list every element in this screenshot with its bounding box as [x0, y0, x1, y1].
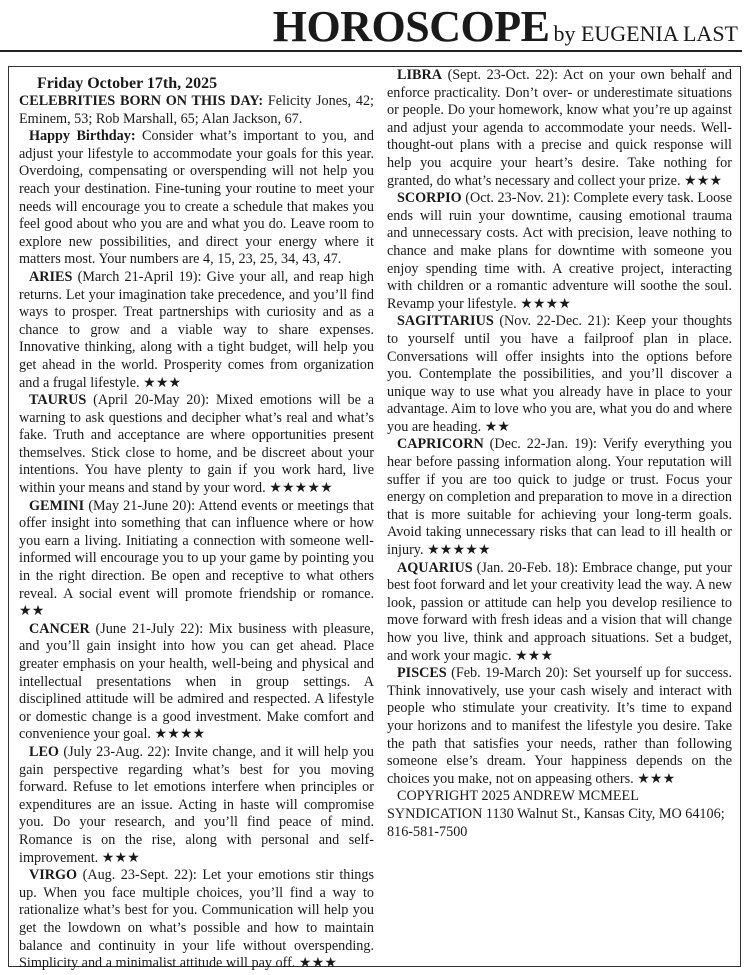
sign-aries [19, 269, 374, 392]
celebrities-text: Felicity Jones, 42; Eminem, 53; Rob Marshall, 65; Alan Jackson, 67. [19, 93, 374, 127]
sign-dates: (Dec. 22-Jan. 19): [489, 436, 597, 453]
sign-text: Invite change, and it will help you gain perspective regarding what’s best for you moving forward. Refuse to let emotions interfere when principles or expenditures are an issue. Acting in haste will compromise you. Do your research, and you’ll find peace of mind. Romance is on the rise, along with personal and self-improvement. [19, 743, 375, 866]
sign-dates: (Feb. 19-March 20): [451, 665, 569, 682]
sign-text: Complete every task. Loose ends will ruin your downtime, causing emotional trauma and unnecessary costs. Act with precision, leave nothing to chance and make plans for downtime with someone you enjoy spending time with. A creative project, interacting with children or a romantic adventure will soothe the soul. Revamp your lifestyle. [387, 190, 732, 312]
date-line: Friday October 17th, 2025 [37, 75, 218, 92]
birthday-label: Happy Birthday: [29, 128, 136, 145]
sign-pisces [387, 665, 732, 788]
sign-name: GEMINI [29, 497, 85, 514]
sign-leo [19, 744, 374, 867]
sign-libra [387, 67, 732, 190]
header-rule [0, 50, 742, 52]
sign-text: Mixed emotions will be a warning to ask questions and decipher what’s real and what’s fake. Truth and acceptance are where opportunities present themselves. Stick close to home, and be discreet about your intentions. You have plenty to gain if you work hard, live within your means and stand by your word. [19, 392, 375, 497]
sign-name: CANCER [29, 620, 90, 637]
sign-aquarius [387, 560, 732, 666]
sign-name: TAURUS [29, 392, 87, 409]
copyright: COPYRIGHT 2025 ANDREW MCMEEL SYNDICATION 1130 Walnut St., Kansas City, MO 64106; 816-581-7500 [387, 788, 725, 840]
sign-dates: (Sept. 23-Oct. 22): [447, 67, 559, 83]
star-rating: ★★ [484, 418, 511, 435]
sign-name: AQUARIUS [397, 559, 473, 576]
star-rating: ★★★ [101, 849, 140, 866]
star-rating: ★★★★ [154, 726, 206, 743]
sign-name: LEO [29, 743, 59, 760]
star-rating: ★★★ [637, 770, 676, 787]
sign-cancer [19, 621, 374, 744]
sign-gemini [19, 498, 374, 621]
sign-text: Act on your own behalf and enforce practicality. Don’t over- or underestimate situations or people. Do your homework, know what you’re up against and adjust your agenda to accommodate your needs. Well-thought-out plans with a precise and quick response will help you acquire your heart’s desire. Take nothing for granted, do what’s necessary and collect your prize. [387, 67, 732, 189]
celebrities-paragraph [19, 93, 374, 128]
sign-dates: (Oct. 23-Nov. 21): [465, 190, 570, 207]
star-rating: ★★★ [515, 647, 554, 664]
star-rating: ★★★★ [520, 295, 572, 312]
celebrities-label: CELEBRITIES BORN ON THIS DAY: [19, 93, 264, 109]
sign-text: Verify everything you hear before passing information along. Your reputation will suffer if you are too quick to judge or trust. Focus your energy on completion and preparation to move in a direction that is more suitable for achieving your long-term goals. Avoid taking unnecessary risks that can lead to ill health or injury. [387, 436, 733, 559]
horoscope-box [8, 66, 741, 972]
sign-dates: (May 21-June 20): [88, 497, 196, 514]
sign-taurus [19, 392, 374, 498]
birthday-paragraph [19, 128, 374, 269]
sign-name: LIBRA [397, 67, 442, 83]
sign-dates: (March 21-April 19): [77, 268, 202, 285]
sign-name: SCORPIO [397, 190, 462, 207]
sign-text: Mix business with pleasure, and you’ll gain insight into how you can get ahead. Place greater emphasis on your health, well-being and physical and intellectual presentations when in group settings. A disciplined attitude will be admired and respected. A lifestyle or domestic change is a good investment. Make comfort and convenience your goal. [19, 620, 374, 743]
sign-text: Give your all, and reap high returns. Let your imagination take precedence, and you’ll find ways to prosper. Treat partnerships with curiosity and as a chance to grow and a viable way to share expenses. Innovative thinking, along with a tight budget, will help you get ahead in the world. Prosperity comes from organization and a frugal lifestyle. [19, 268, 375, 391]
star-rating: ★★★★★ [427, 542, 491, 559]
sign-text: Set yourself up for success. Think innovatively, use your cash wisely and interact with people who stimulate your creativity. It’s time to expand your horizons and to manifest the lifestyle you desire. Take the path that satisfies your needs, rather than following someone else’s dream. Your happiness depends on the choices you make, not on appeasing others. [387, 665, 732, 787]
sign-name: PISCES [397, 665, 447, 682]
sign-text: Attend events or meetings that offer insight into something that can influence where or how you earn a living. Initiating a connection with someone well-informed will encourage you to up your game by pointing you in the right direction. Be open and receptive to what others reveal. A social event will promote friendship or romance. [19, 497, 374, 602]
sign-capricorn [387, 436, 732, 559]
sign-name: ARIES [29, 268, 73, 285]
sign-scorpio [387, 190, 732, 313]
sign-text: Embrace change, put your best foot forward and let your creativity lead the way. A new look, passion or attitude can help you develop resilience to move forward with fresh ideas and a vision that will change how you live, think and approach situations. Set a budget, and work your magic. [387, 559, 733, 664]
birthday-text: Consider what’s important to you, and adjust your lifestyle to accommodate your goals for this year. Overdoing, compensating or overspending will not help you reach your destination. Fine-tuning your routine to meet your needs will encourage you to create a schedule that makes you feel good about who you are and what you do. Leave room to explore new possibilities, and direct your energy where it matters most. Your numbers are 4, 15, 23, 25, 34, 43, 47. [19, 128, 375, 268]
sign-dates: (Jan. 20-Feb. 18): [476, 559, 579, 576]
star-rating: ★★★ [298, 955, 338, 972]
sign-text: Let your emotions stir things up. When you face multiple choices, you’ll find a way to rationalize what’s best for you. Communication will help you get the lowdown on what’s possible and how to maintain balance and continuity in your life without overspending. Simplicity and a minimalist attitude will pay off. [19, 867, 375, 972]
sign-text: Keep your thoughts to yourself until you have a failproof plan in place. Conversations will offer insights into the options before you. Contemplate the possibilities, and you’ll discover a unique way to use what you already have in place to your advantage. Aim to love who you are, what you do and where you are heading. [387, 313, 733, 435]
header [0, 0, 750, 56]
column-right [387, 67, 732, 841]
sign-dates: (Nov. 22-Dec. 21): [499, 313, 611, 330]
sign-virgo [19, 867, 374, 973]
sign-sagittarius [387, 313, 732, 436]
sign-dates: (April 20-May 20): [93, 392, 210, 409]
sign-name: VIRGO [29, 867, 78, 884]
star-rating: ★★★ [143, 374, 182, 391]
sign-name: CAPRICORN [397, 436, 484, 453]
star-rating: ★★★ [684, 172, 723, 189]
sign-dates: (July 23-Aug. 22): [63, 743, 171, 760]
sign-name: SAGITTARIUS [397, 313, 494, 330]
byline: by EUGENIA LAST [553, 21, 738, 46]
sign-dates: (Aug. 23-Sept. 22): [82, 867, 197, 884]
star-rating: ★★ [19, 603, 45, 620]
page-title: HOROSCOPE [272, 2, 550, 51]
star-rating: ★★★★★ [269, 480, 333, 497]
sign-dates: (June 21-July 22): [95, 620, 204, 637]
column-left [19, 74, 374, 973]
